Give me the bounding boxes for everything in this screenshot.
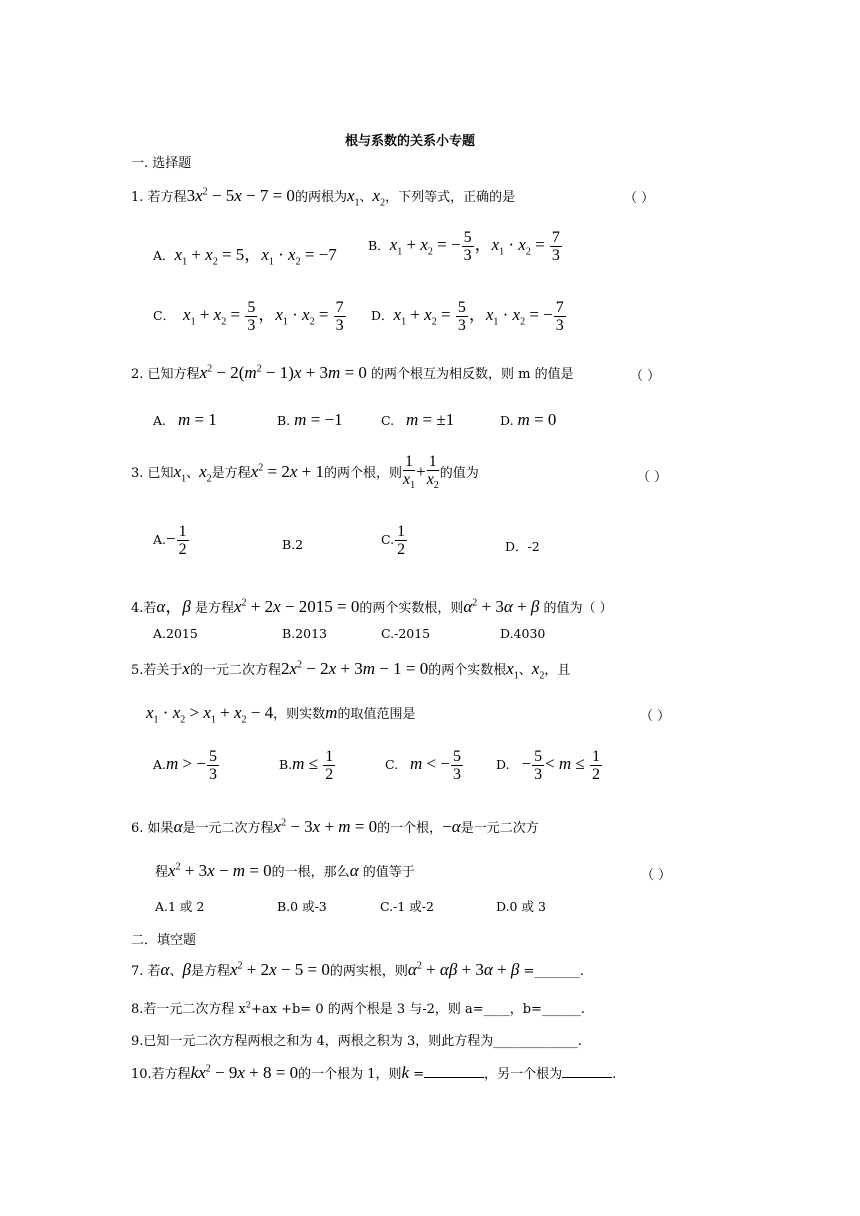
- question-1-option-d[interactable]: D．$x_1 + x_2$ = $\frac{5}{3}$ ，$x_1 \cdot x_2$ = − $\frac{7}{3}$: [371, 299, 564, 334]
- question-2-option-c[interactable]: C. m = ±1: [381, 410, 455, 429]
- question-6-option-a[interactable]: A.1 或 2: [155, 899, 205, 914]
- question-9: 9.已知一元二次方程两根之和为 4，两根之积为 3，则此方程为_____________.: [131, 1034, 582, 1049]
- question-1-option-c[interactable]: C． $x_1 + x_2$ = $\frac{5}{3}$ ，$x_1 \cdot x_2$ = $\frac{7}{3}$: [153, 299, 344, 334]
- question-5-condition: $x_1 \cdot x_2 > x_1 + x_2 - 4$，则实数m的取值范围是: [146, 703, 416, 726]
- question-10: 10.若方程$kx^2 - 9x + 8 = 0$的一个根为 1，则k = ，另一个根为 .: [131, 1063, 617, 1082]
- question-3-paren: （ ）: [637, 470, 668, 485]
- question-3-option-b[interactable]: B.2: [282, 537, 304, 552]
- page-title: 根与系数的关系小专题: [345, 134, 476, 149]
- question-6-option-c[interactable]: C.-1 或-2: [380, 899, 434, 914]
- question-2-option-b[interactable]: B. m = −1: [277, 410, 343, 429]
- question-2-option-d[interactable]: D. m = 0: [500, 410, 557, 429]
- question-4-option-c[interactable]: C.-2015: [381, 626, 431, 641]
- question-2-stem: 2. 已知方程$x^2 - 2(m^2 - 1)x + 3m = 0$ 的两个根互为相反数，则 m 的值是: [131, 363, 574, 382]
- question-5-paren: （ ）: [640, 709, 671, 724]
- question-3-stem: 3. 已知$x_1$、$x_2$是方程$x^2 = 2x + 1$的两个根，则 $\frac{1}{x_1}$ + $\frac{1}{x_2}$ 的值为: [131, 453, 479, 492]
- question-6-paren: （ ）: [641, 868, 672, 883]
- question-5-option-a[interactable]: A.m > − $\frac{5}{3}$: [153, 748, 217, 783]
- question-4-stem: 4.若α，β 是方程$x^2 + 2x - 2015 = 0$的两个实数根，则$\alpha^2 + 3\alpha + \beta$ 的值为（ ）: [131, 597, 613, 616]
- question-3-option-c[interactable]: C. $\frac{1}{2}$: [381, 523, 406, 558]
- question-5-option-b[interactable]: B.m ≤ $\frac{1}{2}$: [279, 748, 334, 783]
- question-6-option-d[interactable]: D.0 或 3: [496, 899, 546, 914]
- question-6-option-b[interactable]: B.0 或-3: [277, 899, 327, 914]
- question-1-option-b[interactable]: B．$x_1 + x_2$ = − $\frac{5}{3}$ ，$x_1 \cdot x_2$ = $\frac{7}{3}$: [368, 229, 560, 264]
- question-3-option-a[interactable]: A.− $\frac{1}{2}$: [153, 523, 187, 558]
- question-1-option-a[interactable]: A．$x_1 + x_2 = 5$，$x_1 \cdot x_2 = -7$: [153, 245, 337, 268]
- section-fill-heading: 二．填空题: [131, 933, 197, 948]
- question-6-stem: 6. 如果α是一元二次方程$x^2 - 3x + m = 0$的一个根，−α是一元二次方: [131, 817, 539, 836]
- question-5-option-d[interactable]: D. − $\frac{5}{3}$ < m ≤ $\frac{1}{2}$: [496, 748, 601, 783]
- question-4-option-d[interactable]: D.4030: [500, 626, 546, 641]
- question-1-paren: （ ）: [624, 191, 655, 206]
- section-choice-heading: 一. 选择题: [131, 156, 192, 171]
- question-4-option-a[interactable]: A.2015: [153, 626, 198, 641]
- question-2-paren: （ ）: [630, 369, 661, 384]
- question-2-option-a[interactable]: A. m = 1: [153, 410, 217, 429]
- question-3-option-d[interactable]: D．-2: [505, 539, 540, 554]
- question-5-stem: 5.若关于x的一元二次方程$2x^2 - 2x + 3m - 1 = 0$的两个实数根$x_1$、$x_2$，且: [131, 659, 571, 682]
- question-6-stem-line2: 程$x^2 + 3x - m = 0$的一根，那么α 的值等于: [155, 861, 415, 880]
- question-1-stem: 1. 若方程$3x^2 - 5x - 7 = 0$的两根为$x_1$、$x_2$，下列等式，正确的是: [131, 186, 516, 209]
- question-8: 8.若一元二次方程 $x^2+ax +b= 0$ 的两个根是 3 与-2，则 a=____，b=______.: [131, 1000, 586, 1017]
- question-4-option-b[interactable]: B.2013: [282, 626, 327, 641]
- question-7: 7. 若α、β是方程$x^2 + 2x - 5 = 0$的两实根，则$\alpha^2 + \alpha\beta + 3\alpha + \beta$ =_______.: [131, 960, 585, 979]
- question-5-option-c[interactable]: C. m < − $\frac{5}{3}$: [385, 748, 461, 783]
